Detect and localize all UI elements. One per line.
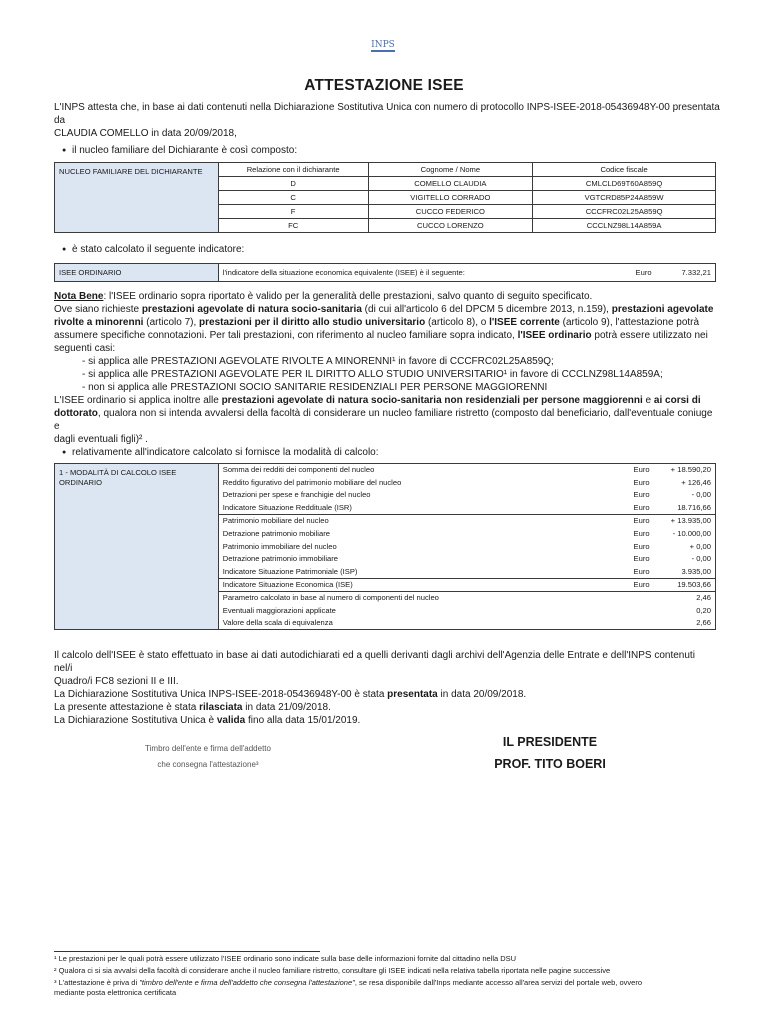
calc-item-currency: Euro [633,554,650,564]
calc-item-currency [630,604,666,617]
footnote-2: ² Qualora ci si sia avvalsi della facoltà di considerare anche il nucleo familiare ristretto, consultare gli ISEE indicati nella relativa tabella riportata nelle pagine successive [54,966,611,975]
calc-item-currency: Euro [630,502,666,515]
calc-item-value: + 0,00 [666,540,716,553]
calc-item-label: Patrimonio mobiliare del nucleo [218,515,629,528]
calc-item-value: + 18.590,20 [666,464,716,477]
calc-item-value: + 13.935,00 [666,515,716,528]
page-title: ATTESTAZIONE ISEE [304,77,464,94]
calc-item-currency [630,591,666,604]
family-table-label: NUCLEO FAMILIARE DEL DICHIARANTE [55,163,219,233]
calc-item-currency: Euro [633,477,650,487]
calc-item-value: 3.935,00 [666,566,716,579]
calc-item-currency: Euro [633,490,650,500]
calc-item-label: Patrimonio immobiliare del nucleo [218,540,629,553]
president-signature: IL PRESIDENTE PROF. TITO BOERI [494,735,606,771]
bullet-indicator: ● è stato calcolato il seguente indicatore: [72,243,244,256]
calc-item-currency: Euro [630,515,666,528]
calc-item-value: 0,20 [666,604,716,617]
isee-value: 7.332,21 [668,264,716,282]
table-header: Codice fiscale [533,163,716,177]
calc-item-label: Indicatore Situazione Economica (ISE) [218,579,629,592]
isee-label: ISEE ORDINARIO [55,264,219,282]
calc-item-value: 19.503,66 [666,579,716,592]
intro-line-1: L'INPS attesta che, in base ai dati contenuti nella Dichiarazione Sostitutiva Unica con numero di protocollo INPS-ISEE-2018-05436948Y-00 presentata da [54,102,720,126]
calc-item-label: Valore della scala di equivalenza [218,617,629,630]
nota-bene: Nota Bene: l'ISEE ordinario sopra riportato è valido per la generalità delle prestazioni, salvo quanto di seguito specificato. Ove siano richieste prestazioni agevolate di natura socio-sanitaria (di cui all'articolo 6 del DPCM 5 dicembre 2013, n.159), prestazioni agevolate rivolte a minorenni (articolo 7), prestazioni per il diritto allo studio universitario (articolo 8), o l'ISEE corrente (articolo 9), l'attestazione potrà assumere specifiche connotazioni. Per tali prestazioni, con riferimento al nucleo familiare sopra indicato, l'ISEE ordinario potrà essere utilizzato nei seguenti casi: - si applica alle PRESTAZIONI AGEVOLATE RIVOLTE A MINORENNI¹ in favore di CCCFRC02L25A859Q; - si applica alle PRESTAZIONI AGEVOLATE PER IL DIRITTO ALLO STUDIO UNIVERSITARIO¹ in favore di CCCLNZ98L14A859A; - non si applica alle PRESTAZIONI SOCIO SANITARIE RESIDENZIALI PER PERSONE MAGGIORENNI L'ISEE ordinario si applica inoltre alle prestazioni agevolate di natura socio-sanitaria non residenziali per persone maggiorenni e ai corsi di dottorato, qualora non si intenda avvalersi della facoltà di considerare un nucleo familiare ristretto (composto dal beneficiario, dall'eventuale coniuge e dagli eventuali figli)² . [54,290,716,446]
calc-item-value: 2,66 [666,617,716,630]
isee-currency: Euro [632,264,668,282]
calc-item-value: 2,46 [666,591,716,604]
calc-item-currency: Euro [633,541,650,551]
table-header: Relazione con il dichiarante [218,163,368,177]
isee-text: l'indicatore della situazione economica equivalente (ISEE) è il seguente: [218,264,631,282]
case-item: - si applica alle PRESTAZIONI AGEVOLATE RIVOLTE A MINORENNI¹ in favore di CCCFRC02L25A859Q; [82,356,554,367]
calc-item-value: 18.716,66 [666,502,716,515]
calc-item-currency: Euro [630,579,666,592]
table-row: F CUCCO FEDERICO CCCFRC02L25A859Q [55,205,716,219]
calc-item-label: Parametro calcolato in base al numero di componenti del nucleo [218,591,629,604]
table-row: D COMELLO CLAUDIA CMLCLD69T60A859Q [55,177,716,191]
calc-item-label: Reddito figurativo del patrimonio mobiliare del nucleo [218,476,629,489]
calc-item-value: - 0,00 [666,553,716,566]
family-table [54,162,716,233]
calc-row [55,464,716,477]
calc-item-label: Eventuali maggiorazioni applicate [218,604,629,617]
calc-item-label: Indicatore Situazione Reddituale (ISR) [218,502,629,515]
intro-paragraph [54,101,724,140]
calc-item-label: Detrazione patrimonio mobiliare [218,527,629,540]
calc-item-currency: Euro [633,528,650,538]
isee-table [54,263,716,282]
bullet-family: ● il nucleo familiare del Dichiarante è così composto: [72,144,297,157]
table-row: FC CUCCO LORENZO CCCLNZ98L14A859A [55,219,716,233]
calc-table [54,463,716,630]
calc-table-label: 1 - MODALITÀ DI CALCOLO ISEE ORDINARIO [55,464,219,630]
calc-item-label: Somma dei redditi dei componenti del nucleo [218,464,629,477]
stamp-note: Timbro dell'ente e firma dell'addetto che consegna l'attestazione³ [145,744,271,769]
calc-item-value: + 126,46 [666,476,716,489]
case-item: - si applica alle PRESTAZIONI AGEVOLATE PER IL DIRITTO ALLO STUDIO UNIVERSITARIO¹ in favore di CCCLNZ98L14A859A; [82,369,663,380]
inps-logo [370,32,396,58]
table-row: C VIGITELLO CORRADO VGTCRD85P24A859W [55,191,716,205]
bullet-method: ● relativamente all'indicatore calcolato si fornisce la modalità di calcolo: [72,446,379,459]
calc-item-currency: Euro [630,566,666,579]
calc-item-label: Indicatore Situazione Patrimoniale (ISP) [218,566,629,579]
footnote-divider [54,951,320,952]
table-header: Cognome / Nome [368,163,533,177]
calc-item-value: - 10.000,00 [666,527,716,540]
calc-item-label: Detrazione patrimonio immobiliare [218,553,629,566]
footnote-3: ³ L'attestazione è priva di "timbro dell'ente e firma dell'addetto che consegna l'attestazione", se resa disponibile dall'Inps mediante accesso all'area servizi del portale web, ovvero mediante posta elettronica certificata [54,978,643,997]
footnote-1: ¹ Le prestazioni per le quali potrà essere utilizzato l'ISEE ordinario sono indicate sulla base delle informazioni fornite dal cittadino nella DSU [54,954,517,963]
calc-item-currency [630,617,666,630]
intro-line-2: CLAUDIA COMELLO in data 20/09/2018, [54,128,237,139]
calc-item-value: - 0,00 [666,489,716,502]
svg-text:INPS: INPS [371,40,395,50]
calc-item-currency: Euro [630,464,666,477]
case-item: - non si applica alle PRESTAZIONI SOCIO SANITARIE RESIDENZIALI PER PERSONE MAGGIORENNI [82,382,548,393]
calc-item-label: Detrazioni per spese e franchigie del nucleo [218,489,629,502]
closing-text: Il calcolo dell'ISEE è stato effettuato in base ai dati autodichiarati ed a quelli derivanti dagli archivi dell'Agenzia delle Entrate e dell'INPS contenuti nel/i Quadro/i FC8 sezioni II e III. La Dichiarazione Sostitutiva Unica INPS-ISEE-2018-05436948Y-00 è stata presentata in data 20/09/2018. La presente attestazione è stata rilasciata in data 21/09/2018. La Dichiarazione Sostitutiva Unica è valida fino alla data 15/01/2019. [54,650,695,726]
